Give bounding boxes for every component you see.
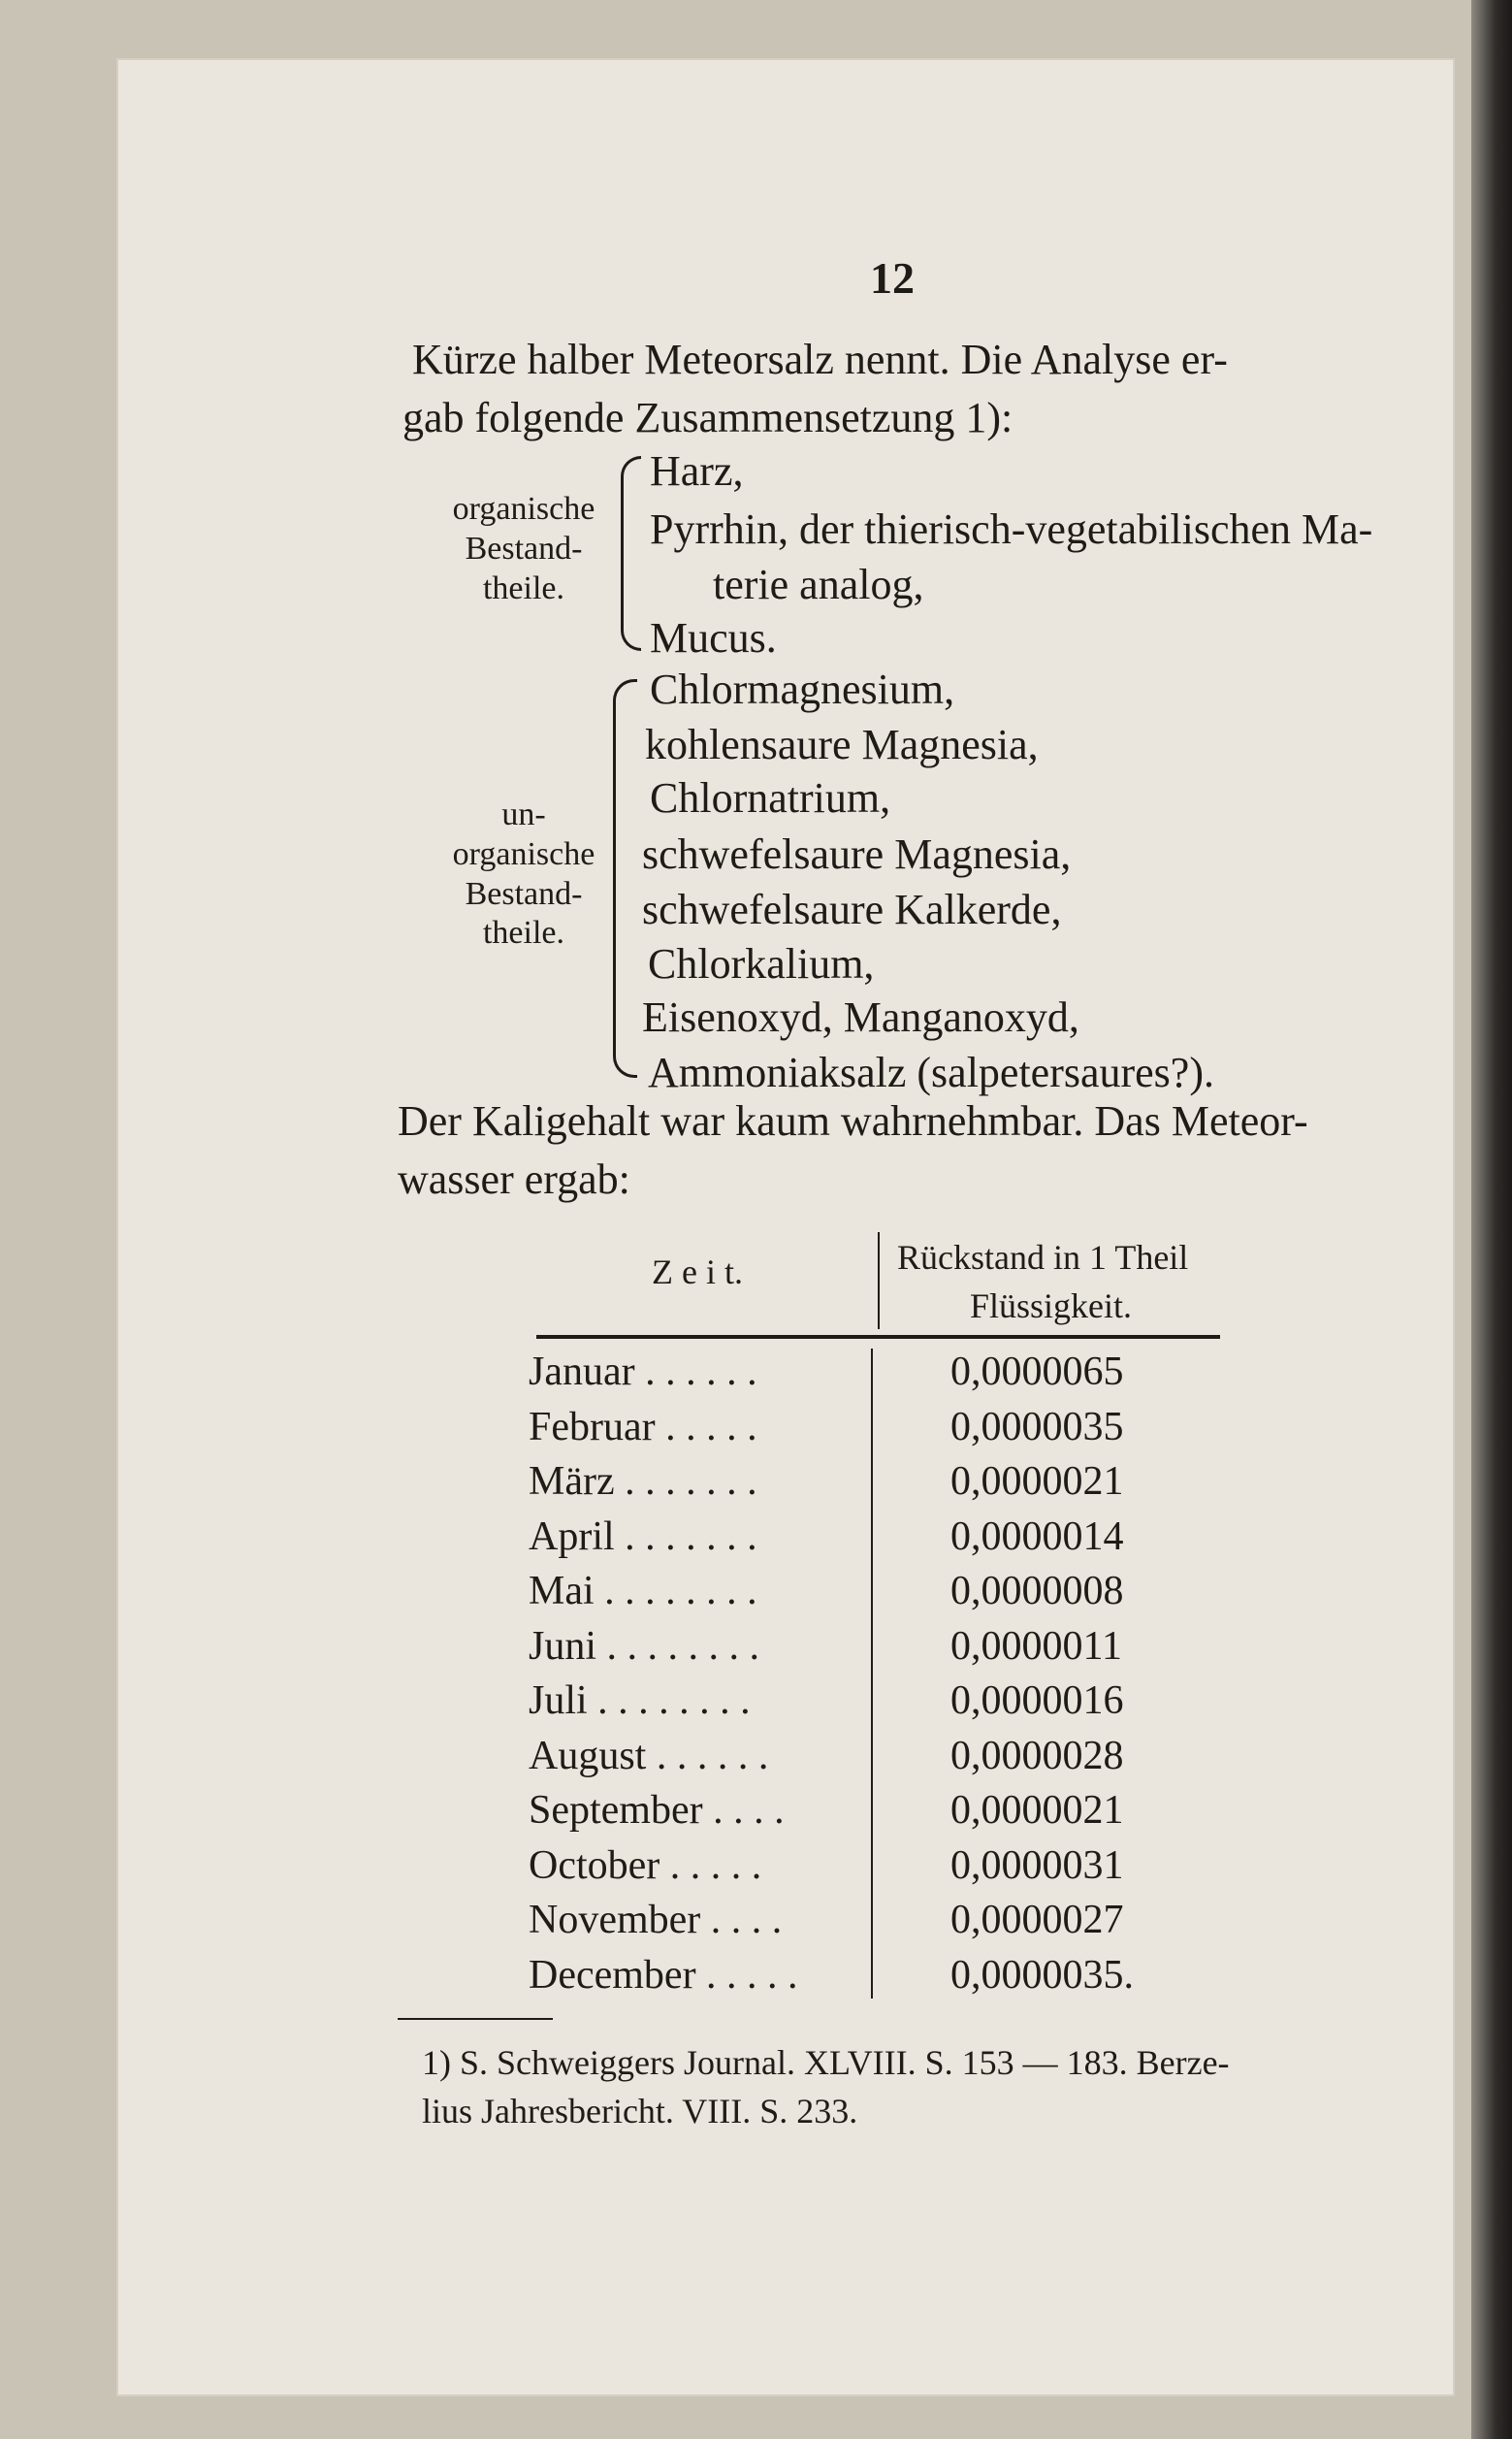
- table-row-value: 0,0000014: [950, 1513, 1124, 1559]
- after-line: wasser ergab:: [398, 1155, 630, 1203]
- table-row-value: 0,0000021: [950, 1459, 1124, 1504]
- table-row-value: 0,0000027: [950, 1898, 1124, 1942]
- table-row-month: October . . . . .: [529, 1842, 762, 1888]
- table-header-rule: [536, 1335, 1220, 1339]
- organic-label: organische Bestand- theile.: [452, 491, 595, 606]
- table-column-divider: [871, 1349, 873, 1999]
- footnote-rule: [398, 2018, 553, 2020]
- table-row-value: 0,0000011: [950, 1623, 1122, 1669]
- table-row-value: 0,0000031: [950, 1842, 1124, 1888]
- inorganic-label: un- organische Bestand- theile.: [452, 797, 595, 952]
- inorganic-item: schwefelsaure Kalkerde,: [642, 886, 1062, 933]
- inorganic-item: Eisenoxyd, Manganoxyd,: [642, 993, 1079, 1041]
- organic-item: terie analog,: [713, 561, 924, 608]
- table-row-month: April . . . . . . .: [529, 1513, 757, 1559]
- book-binding: [1471, 0, 1512, 2439]
- table-row-value: 0,0000035: [950, 1404, 1124, 1449]
- inorganic-item: Chlornatrium,: [650, 774, 891, 822]
- table-row-value: 0,0000065: [950, 1350, 1124, 1394]
- inorganic-item: kohlensaure Magnesia,: [645, 721, 1039, 768]
- table-row-month: November . . . .: [529, 1898, 783, 1942]
- organic-brace: [621, 456, 641, 651]
- table-row-month: Juni . . . . . . . .: [529, 1623, 760, 1669]
- table-header-residue-2: Flüssigkeit.: [970, 1286, 1133, 1325]
- inorganic-item: Ammoniaksalz (salpetersaures?).: [648, 1049, 1214, 1096]
- table-header-divider: [878, 1232, 880, 1329]
- inorganic-item: Chlormagnesium,: [650, 666, 955, 713]
- table-row-value: 0,0000008: [950, 1569, 1124, 1613]
- table-row-month: Mai . . . . . . . .: [529, 1569, 757, 1613]
- table-row-value: 0,0000028: [950, 1733, 1124, 1778]
- intro-line: gab folgende Zusammensetzung 1):: [402, 394, 1013, 441]
- table-row-value: 0,0000021: [950, 1788, 1124, 1833]
- table-row-month: Februar . . . . .: [529, 1404, 757, 1449]
- after-line: Der Kaligehalt war kaum wahrnehmbar. Das Meteor-: [398, 1097, 1308, 1145]
- inorganic-item: schwefelsaure Magnesia,: [642, 830, 1072, 878]
- intro-line: Kürze halber Meteorsalz nennt. Die Analyse er-: [412, 336, 1228, 383]
- footnote-line: lius Jahresbericht. VIII. S. 233.: [422, 2092, 858, 2130]
- table-header-residue: Rückstand in 1 Theil: [897, 1238, 1189, 1277]
- organic-item: Mucus.: [650, 614, 777, 662]
- table-row-month: August . . . . . .: [529, 1733, 769, 1778]
- table-row-month: Januar . . . . . .: [529, 1350, 757, 1394]
- page-number: 12: [870, 253, 915, 303]
- table-row-month: Juli . . . . . . . .: [529, 1678, 751, 1723]
- table-row-value: 0,0000035.: [950, 1952, 1134, 1998]
- table-row-month: December . . . . .: [529, 1952, 798, 1998]
- table-row-month: März . . . . . . .: [529, 1459, 757, 1504]
- table-row-month: September . . . .: [529, 1788, 785, 1833]
- organic-item: Harz,: [650, 447, 744, 495]
- footnote-line: 1) S. Schweiggers Journal. XLVIII. S. 153 — 183. Berze-: [422, 2043, 1230, 2082]
- inorganic-brace: [613, 679, 637, 1078]
- inorganic-item: Chlorkalium,: [648, 940, 875, 988]
- table-header-time: Z e i t.: [652, 1252, 743, 1291]
- table-row-value: 0,0000016: [950, 1678, 1124, 1723]
- organic-item: Pyrrhin, der thierisch-vegetabilischen Ma-: [650, 505, 1373, 553]
